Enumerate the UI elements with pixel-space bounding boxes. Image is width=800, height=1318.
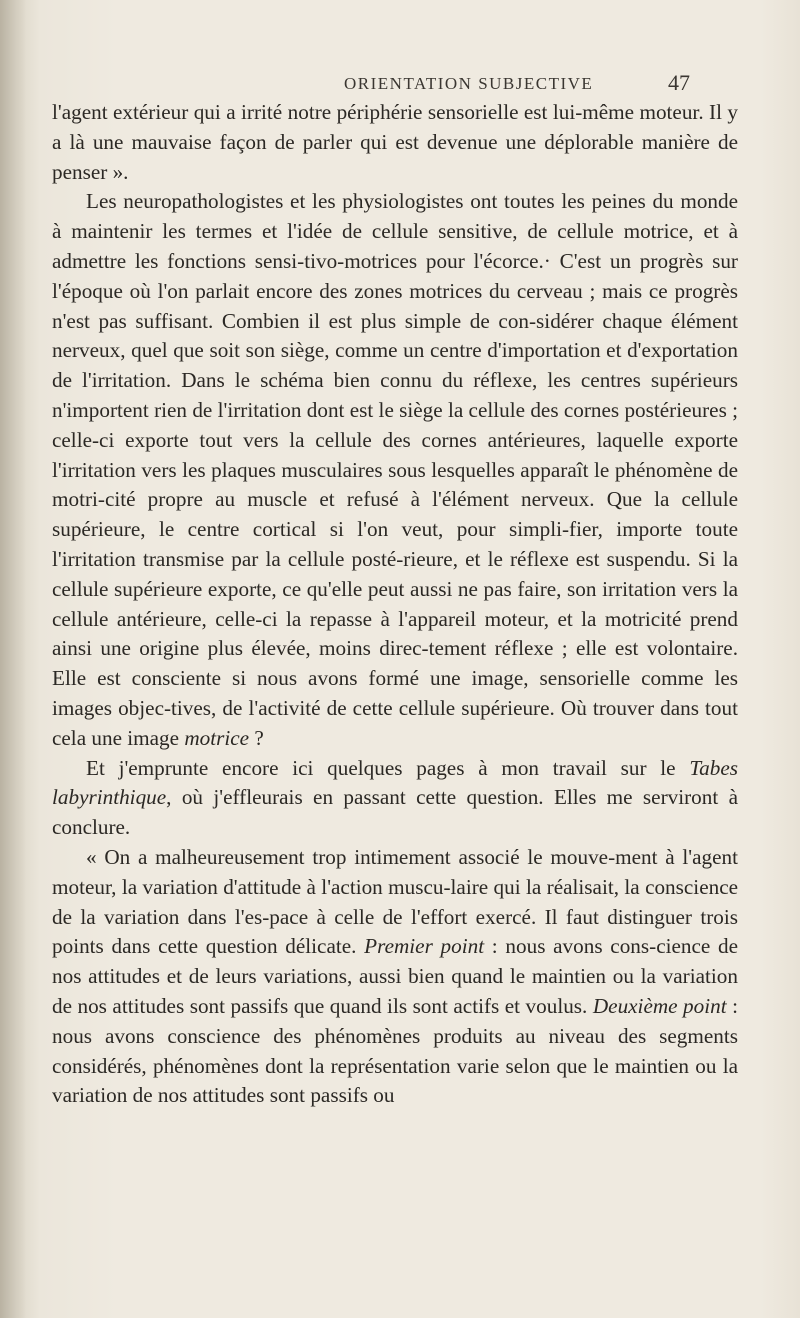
italic-text: Deuxième point — [592, 993, 727, 1018]
italic-text: Premier point — [364, 934, 485, 959]
text-segment: : nous avons cons-cience de nos attitudes et de leurs variations, aussi bien quand le maintien ou la variation de nos attitudes sont passifs que quand ils sont actifs et voulus. — [52, 934, 738, 1018]
binding-gutter-shadow — [0, 0, 26, 1318]
text-segment: : nous avons conscience des phénomènes produits au niveau des segments considérés, phénomènes dont la représentation varie selon que le maintien ou la variation de nos attitudes sont passifs ou — [52, 993, 738, 1108]
paragraph — [52, 187, 738, 753]
text-segment: Les neuropathologistes et les physiologistes ont toutes les peines du monde à maintenir les termes et l'idée de cellule sensitive, de cellule motrice, et à admettre les fonctions sensi-tivo-motrices pour l'écorce.· C'est un progrès sur l'époque où l'on parlait encore des zones motrices du cerveau ; mais ce progrès n'est pas suffisant. Combien il est plus simple de con-sidérer chaque élément nerveux, quel que soit son siège, comme un centre d'importation et d'exportation de l'irritation. Dans le schéma bien connu du réflexe, les centres supérieurs n'importent rien de l'irritation dont est le siège la cellule des cornes postérieures ; celle-ci exporte tout vers la cellule des cornes antérieures, laquelle exporte l'irritation vers les plaques musculaires sous lesquelles apparaît le phénomène de motri-cité propre au muscle et refusé à l'élément nerveux. Que la cellule supérieure, le centre cortical si l'on veut, pour simpli-fier, importe toute l'irritation transmise par la cellule posté-rieure, et le réflexe est suspendu. Si la cellule supérieure exporte, ce qu'elle peut aussi ne pas faire, son irritation vers la cellule antérieure, celle-ci la repasse à l'appareil moteur, et la motricité prend ainsi une origine plus élevée, moins direc-tement réflexe ; elle est volontaire. Elle est consciente si nous avons formé une image, sensorielle comme les images objec-tives, de l'activité de cette cellule supérieure. Où trouver dans tout cela une image — [52, 189, 739, 750]
page-number: 47 — [668, 70, 690, 95]
text-segment: Et j'emprunte encore ici quelques pages à mon travail sur le — [86, 755, 690, 780]
paragraph — [52, 98, 738, 187]
paragraph — [52, 754, 738, 843]
text-segment: , où j'effleurais en passant cette question. Elles me serviront à conclure. — [52, 785, 738, 840]
running-title: ORIENTATION SUBJECTIVE — [344, 74, 594, 93]
running-header — [0, 70, 800, 100]
italic-text: Tabes labyrinthique — [52, 755, 738, 810]
body-text — [52, 98, 738, 1111]
text-segment: « On a malheureusement trop intimement associé le mouve-ment à l'agent moteur, la variation d'attitude à l'action muscu-laire qui la réalisait, la conscience de la variation dans l'es-pace à celle de l'effort exercé. Il faut distinguer trois points dans cette question délicate. — [52, 844, 738, 959]
paragraph — [52, 843, 738, 1111]
text-segment: l'agent extérieur qui a irrité notre périphérie sensorielle est lui-même moteur. Il y a là une mauvaise façon de parler qui est devenue une déplorable manière de penser ». — [52, 100, 738, 184]
italic-text: motrice — [184, 725, 250, 750]
text-segment: ? — [249, 725, 264, 750]
